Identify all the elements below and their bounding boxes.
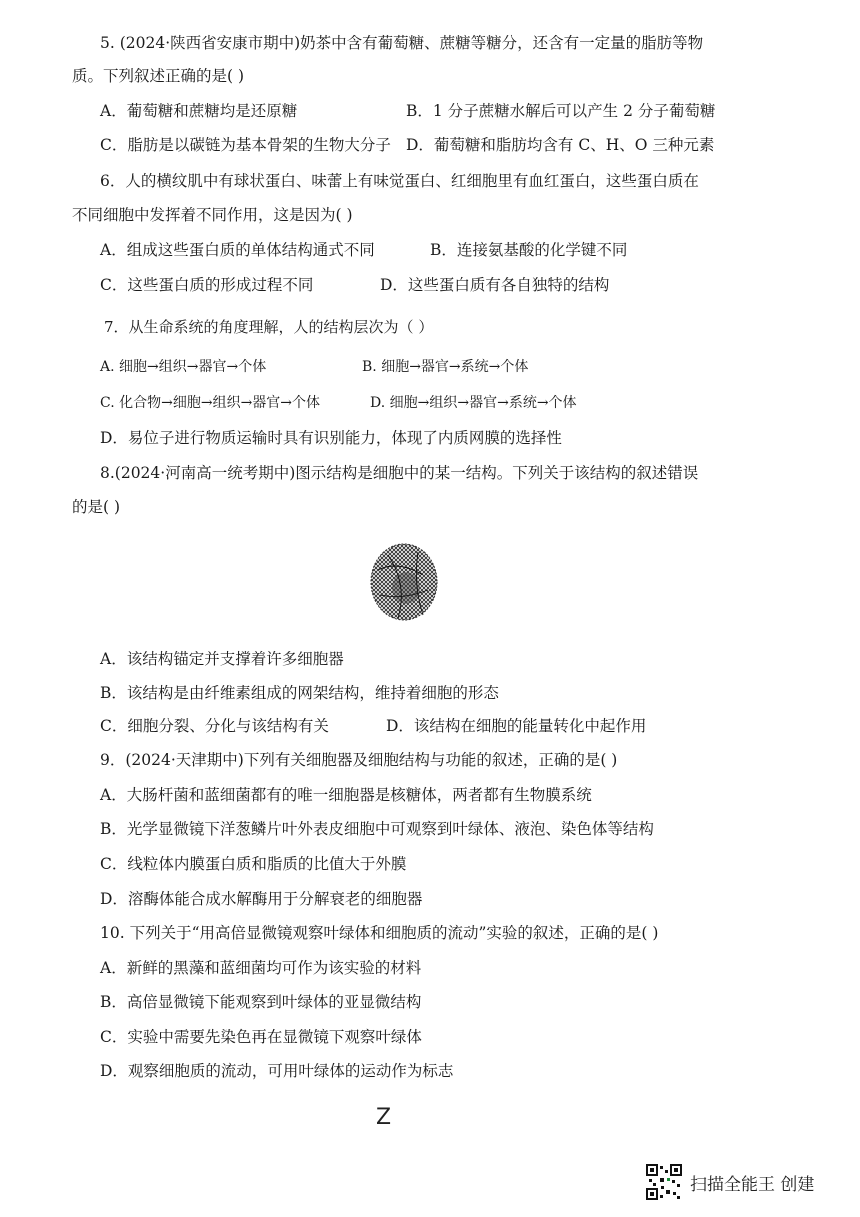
q10-stem: 10. 下列关于“用高倍显微镜观察叶绿体和细胞质的流动”实验的叙述，正确的是( ) [100, 924, 659, 942]
q9-stem: 9．(2024·天津期中)下列有关细胞器及细胞结构与功能的叙述，正确的是( ) [100, 751, 618, 769]
q7-extra-option: D．易位子进行物质运输时具有识别能力，体现了内质网膜的选择性 [100, 429, 562, 447]
q6-stem-line1: 6．人的横纹肌中有球状蛋白、味蕾上有味觉蛋白、红细胞里有血红蛋白，这些蛋白质在 [100, 172, 699, 190]
page-number: Z [376, 1105, 392, 1130]
q9-option-d: D．溶酶体能合成水解酶用于分解衰老的细胞器 [100, 890, 423, 908]
q7-option-b: B. 细胞→器官→系统→个体 [362, 359, 529, 375]
q8-option-d: D．该结构在细胞的能量转化中起作用 [386, 717, 647, 735]
cytoskeleton-figure [368, 540, 440, 630]
q10-option-b: B．高倍显微镜下能观察到叶绿体的亚显微结构 [100, 993, 422, 1011]
q5-stem-line1: 5. (2024·陕西省安康市期中)奶茶中含有葡萄糖、蔗糖等糖分，还含有一定量的脂肪等物 [100, 34, 704, 52]
q6-option-d: D．这些蛋白质有各自独特的结构 [380, 276, 610, 294]
q8-option-b: B．该结构是由纤维素组成的网架结构，维持着细胞的形态 [100, 684, 499, 702]
q6-option-c: C．这些蛋白质的形成过程不同 [100, 276, 314, 294]
qr-code-icon [646, 1164, 682, 1200]
q7-option-d: D. 细胞→组织→器官→系统→个体 [370, 395, 577, 411]
q8-stem-line1: 8.(2024·河南高一统考期中)图示结构是细胞中的某一结构。下列关于该结构的叙述错误 [100, 464, 699, 482]
q9-option-a: A．大肠杆菌和蓝细菌都有的唯一细胞器是核糖体，两者都有生物膜系统 [100, 786, 592, 804]
q8-stem-line2: 的是( ) [72, 498, 121, 516]
q6-stem-line2: 不同细胞中发挥着不同作用，这是因为( ) [72, 206, 353, 224]
q9-option-c: C．线粒体内膜蛋白质和脂质的比值大于外膜 [100, 855, 407, 873]
q5-stem-line2: 质。下列叙述正确的是( ) [72, 67, 245, 85]
q5-option-c: C．脂肪是以碳链为基本骨架的生物大分子 [100, 136, 391, 154]
q5-option-d: D．葡萄糖和脂肪均含有 C、H、O 三种元素 [406, 136, 715, 154]
q10-option-a: A．新鲜的黑藻和蓝细菌均可作为该实验的材料 [100, 959, 422, 977]
q9-option-b: B．光学显微镜下洋葱鳞片叶外表皮细胞中可观察到叶绿体、液泡、染色体等结构 [100, 820, 654, 838]
q7-option-a: A. 细胞→组织→器官→个体 [100, 359, 267, 375]
q8-option-a: A．该结构锚定并支撑着许多细胞器 [100, 650, 344, 668]
q10-option-d: D．观察细胞质的流动，可用叶绿体的运动作为标志 [100, 1062, 454, 1080]
q5-option-a: A．葡萄糖和蔗糖均是还原糖 [100, 102, 298, 120]
q10-option-c: C．实验中需要先染色再在显微镜下观察叶绿体 [100, 1028, 422, 1046]
q7-option-c: C. 化合物→细胞→组织→器官→个体 [100, 395, 321, 411]
q6-option-b: B．连接氨基酸的化学键不同 [430, 241, 628, 259]
q7-stem: 7．从生命系统的角度理解，人的结构层次为（ ） [104, 318, 434, 336]
q5-option-b: B．1 分子蔗糖水解后可以产生 2 分子葡萄糖 [406, 102, 716, 120]
q8-option-c: C．细胞分裂、分化与该结构有关 [100, 717, 329, 735]
footer-brand-text: 扫描全能王 创建 [690, 1174, 815, 1195]
q6-option-a: A．组成这些蛋白质的单体结构通式不同 [100, 241, 375, 259]
scanner-watermark [646, 1162, 814, 1202]
